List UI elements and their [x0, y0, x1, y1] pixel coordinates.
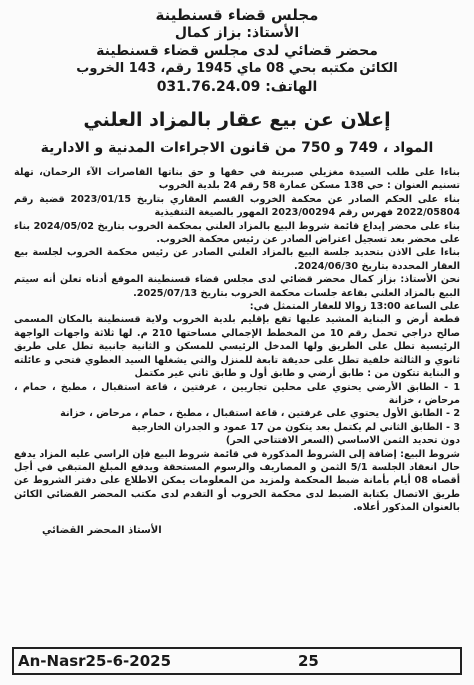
body-paragraph: دون تحديد الثمن الاساسي (السعر الافتتاحي الحر) — [225, 435, 460, 447]
body-paragraph: بناءا على طلب السيدة مغزيلي صبرينة في حقها و حق بناتها القاصرات الآء الرحمان، تهلة تسنيم العنوان : حي 138 مسكن عمارة 58 رقم 24 بلدية الخروب — [14, 167, 460, 192]
bailiff-name: الأستاذ: بزاز كمال — [174, 25, 300, 41]
body-paragraph: بناء على محضر إيداع قائمة شروط البيع بالمزاد العلني بمحكمة الخروب بتاريخ 2024/05/02 بناء على محضر بعد تسجيل اعتراض الصادر عن رئيس محكمة الخروب. — [14, 220, 460, 246]
newspaper-footer — [12, 647, 462, 675]
page-number: 25 — [298, 652, 319, 670]
bailiff-title: محضر قضائي لدى مجلس قضاء قسنطينة — [96, 43, 378, 59]
body-paragraph: على الساعة 13:00 زوالا للعقار المتمثل في: — [249, 301, 460, 313]
body-paragraph: بناء على الحكم الصادر عن محكمة الخروب القسم العقاري بتاريخ 2023/01/15 قضية رقم 2022/05804 فهرس رقم 2023/00294 المهور بالصيغة التنفيذية — [14, 193, 460, 219]
bailiff-header — [12, 6, 462, 96]
court-name: مجلس قضاء قسنطينة — [155, 6, 319, 24]
signature: الأستاذ المحضر القضائي — [42, 524, 162, 536]
body-paragraph: قطعة أرض و البناية المشيد عليها تقع بإقليم بلدية الخروب ولاية قسنطينة بالمكان المسمى صالح دراجي تحمل رقم 10 من المخطط الإجمالي مساحتها 210 م. لها ثلاثة واجهات الواجهة الرئيسية تطل على الطريق ولها المدخل الرئيسي للمسكن و الثانية جانبية تطل على طريق ثانوي و الثالثة خلفية تطل على حديقة تابعة للمنزل والتي يشغلها السيد العطوي فتحي و عائلته و البناية تتكون من : طابق أرضي و طابق أول و طابق ثاني غير مكتمل — [14, 314, 460, 380]
newspaper-date: An-Nasr25-6-2025 — [18, 652, 172, 670]
office-phone: الهاتف: 031.76.24.09 — [156, 79, 318, 95]
body-paragraph: 3 - الطابق الثاني لم يكتمل بعد يتكون من 17 عمود و الجدران الخارجية — [131, 421, 460, 433]
body-paragraph: 2 - الطابق الأول يحتوي على غرفتين ، قاعة استقبال ، مطبخ ، حمام ، مرحاض ، خزانة — [60, 408, 460, 420]
legal-articles: المواد ، 749 و 750 من قانون الاجراءات المدنية و الادارية — [40, 140, 434, 156]
announcement-title: إعلان عن بيع عقار بالمزاد العلني — [83, 109, 391, 131]
body-paragraph: 1 - الطابق الأرضي يحتوي على محلين تجاريين ، غرفتين ، قاعة استقبال ، مطبخ ، حمام ، مرحاض ، خزانة — [14, 381, 460, 406]
body-paragraph: نحن الأستاذ: بزاز كمال محضر قضائي لدى مجلس قضاء قسنطينة الموقع أدناه تعلن أنه سيتم البيع بالمزاد العلني بقاعة جلسات محكمة الخروب بتاريخ 2025/07/13. — [14, 274, 460, 299]
announcement-body — [12, 166, 462, 515]
office-address: الكائن مكتبه بحي 08 ماي 1945 رقم، 143 الخروب — [76, 61, 398, 76]
body-paragraph: شروط البيع: إضافة إلى الشروط المذكورة في قائمة شروط البيع فإن الراسي عليه المزاد يدفع حال انعقاد الجلسة 5/1 الثمن و المصاريف والرسوم المستحقة ويدفع المبلغ المتبقي في أجل أقصاه 08 أيام بأمانة ضبط المحكمة ولمزيد من المعلومات يمكن الاطلاع على دفتر الشروط عن طريق الاتصال بكتابة الضبط لدى محكمة الخروب أو التقدم لدى مكتب المحضر القضائي الكائن بالعنوان المذكور أعلاه. — [14, 448, 460, 514]
body-paragraph: بناءا على الاذن بتحديد جلسة البيع بالمزاد العلني الصادر عن رئيس محكمة الخروب لجلسة بيع العقار المحددة بتاريخ 2024/06/30. — [14, 247, 460, 272]
